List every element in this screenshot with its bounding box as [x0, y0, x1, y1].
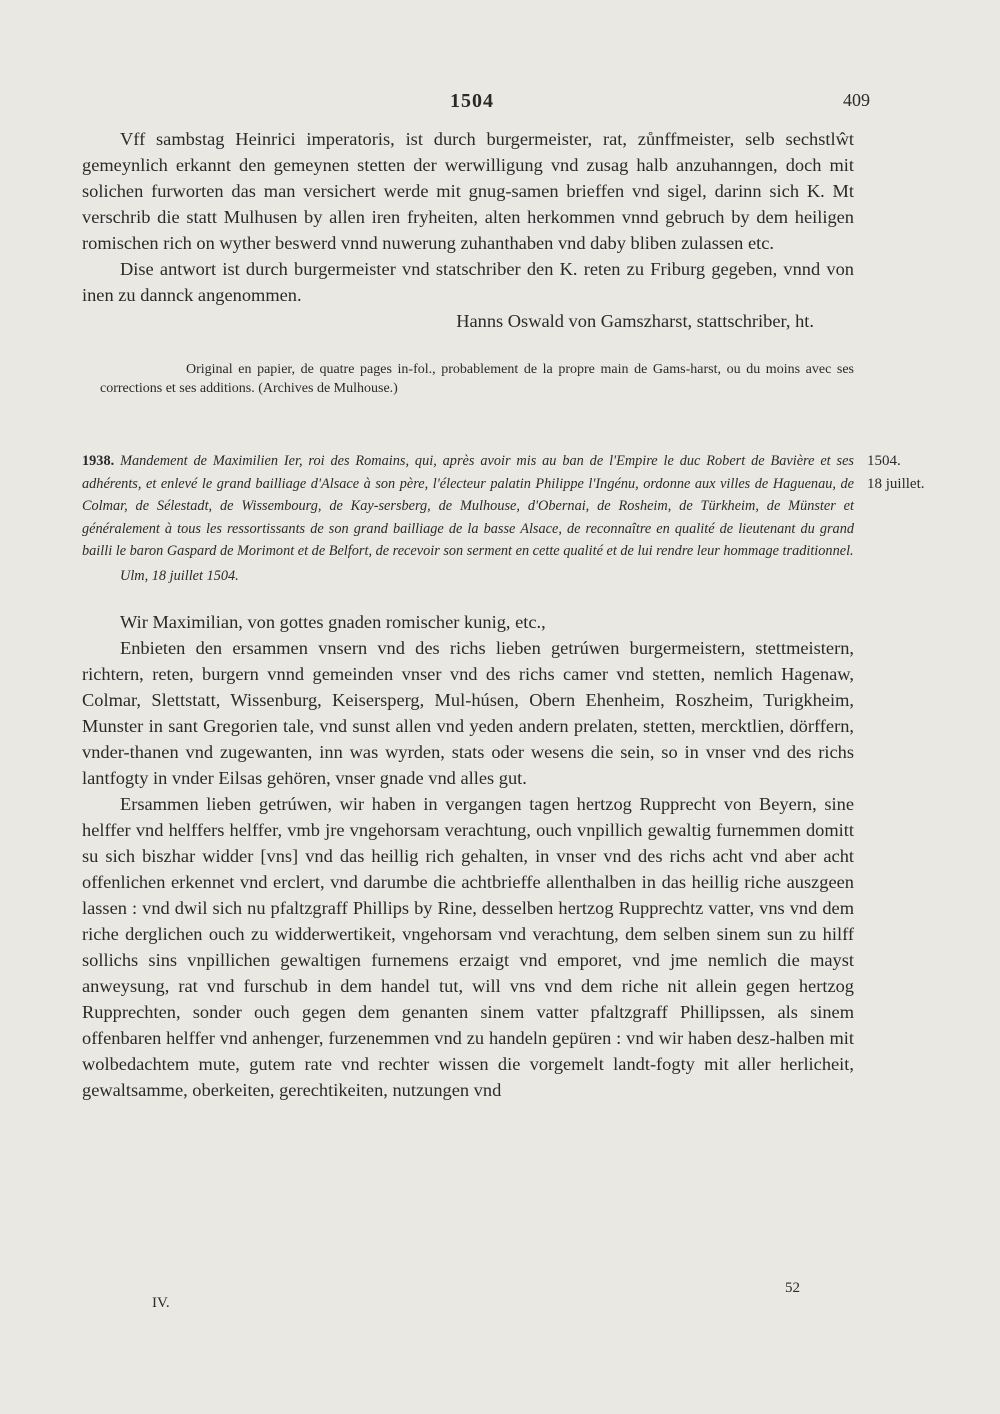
page-number: 409 — [843, 90, 870, 110]
paragraph-1: Vff sambstag Heinrici imperatoris, ist durch burgermeister, rat, zůnffmeister, selb sechstlŵt gemeynlich erkannt den gemeynen stetten der werwilligung vnd zusag halb anzuhanngen, doch mit solichen furworten das man versichert werde mit gnug-samen brieffen vnd sigel, darinn sich K. Mt verschrib die statt Mulhusen by allen iren fryheiten, alten herkommen vnnd gebruch by dem heiligen romischen rich on wyther beswerd vnnd nuwerung zuhanthaben vnd daby bliben zulassen etc. — [82, 129, 854, 253]
signature-mark: 52 — [785, 1280, 800, 1296]
volume-mark: IV. — [152, 1295, 170, 1311]
page-body — [82, 126, 925, 1103]
letter-paragraph-1: Wir Maximilian, von gottes gnaden romischer kunig, etc., — [120, 612, 546, 632]
paragraph-2: Dise antwort ist durch burgermeister vnd statschriber den K. reten zu Friburg gegeben, vnnd von inen zu dannck angenommen. — [82, 259, 854, 305]
margin-year: 1504. — [867, 453, 901, 469]
document-number: 1938. — [82, 453, 115, 469]
source-note: Original en papier, de quatre pages in-fol., probablement de la propre main de Gams-harst, ou du moins avec ses corrections et ses additions. (Archives de Mulhouse.) — [100, 362, 854, 396]
document-summary — [82, 450, 854, 563]
letter-text — [82, 609, 854, 1103]
document-place-date: Ulm, 18 juillet 1504. — [120, 567, 239, 584]
margin-note — [867, 450, 947, 495]
running-title-year: 1504 — [450, 90, 494, 112]
margin-date: 18 juillet. — [867, 475, 925, 492]
letter-paragraph-2: Enbieten den ersammen vnsern vnd des richs lieben getrúwen burgermeistern, stettmeistern, richtern, reten, burgern vnnd gemeinden vnser vnd des richs camer vnd stetten, nemlich Hagenaw, Colmar, Slettstatt, Wissenburg, Keisersperg, Mul-húsen, Obern Ehenheim, Roszheim, Turigkheim, Munster in sant Gregorien tale, vnd sunst allen vnd yeden andern prelaten, stetten, mercktlien, dörffern, vnder-thanen vnd zugewanten, inn was wyrden, stats oder wesens die sein, so in vnser vnd des richs lantfogty in vnder Eilsas gehören, vnser gnade vnd alles gut. — [82, 638, 854, 788]
running-header — [82, 90, 870, 120]
signature-line: Hanns Oswald von Gamszharst, stattschriber, ht. — [456, 311, 814, 331]
letter-paragraph-3: Ersammen lieben getrúwen, wir haben in vergangen tagen hertzog Rupprecht von Beyern, sine helffer vnd helffers helffer, vmb jre vngehorsam verachtung, ouch vnpillich gewaltig furnemmen domitt su sich biszhar widder [vns] vnd das heillig rich gehalten, in vnser vnd des richs acht vnd aber acht offenlichen erkennet vnd erclert, vnd darumbe die achtbrieffe allenthalben in das heillig riche auszgeen lassen : vnd dwil sich nu pfaltzgraff Phillips by Rine, desselben hertzog Rupprechtz vatter, vns vnd dem riche derglichen ouch zu widderwertikeit, vngehorsam vnd verachtung, dem selben sinem sun zu hilff sollichs sins vnpillichen gewaltigen furnemens erzaigt vnd emporet, vnd jme nemlich die mayst anweysung, rat vnd furschub in dem handel tut, will vns vnd dem riche nit allein gegen hertzog Rupprechten, sonder ouch gegen dem genanten sinem vatter pfaltzgraff Phillipssen, als sinem offenbaren helffer vnd anhenger, furzenemmen vnd zu handeln gepüren : vnd wir haben desz-halben mit wolbedachtem mute, gutem rate vnd rechter wissen die vorgemelt landt-fogty mit aller herlicheit, gewaltsamme, oberkeiten, gerechtikeiten, nutzungen vnd — [82, 794, 854, 1100]
document-summary-text: Mandement de Maximilien Ier, roi des Romains, qui, après avoir mis au ban de l'Empire le duc Robert de Bavière et ses adhérents, et enlevé le grand bailliage d'Alsace à son père, l'électeur palatin Philippe l'Ingénu, ordonne aux villes de Haguenau, de Colmar, de Sélestadt, de Wissembourg, de Kay-sersberg, de Mulhouse, d'Obernai, de Rosheim, de Türkheim, de Münster et généralement à tous les ressortissants de son grand bailliage de la basse Alsace, de reconnaître en qualité de lieutenant du grand bailli le baron Gaspard de Morimont et de Belfort, de recevoir son serment en cette qualité et de lui rendre leur hommage traditionnel. — [82, 453, 855, 559]
document-heading — [82, 450, 925, 587]
